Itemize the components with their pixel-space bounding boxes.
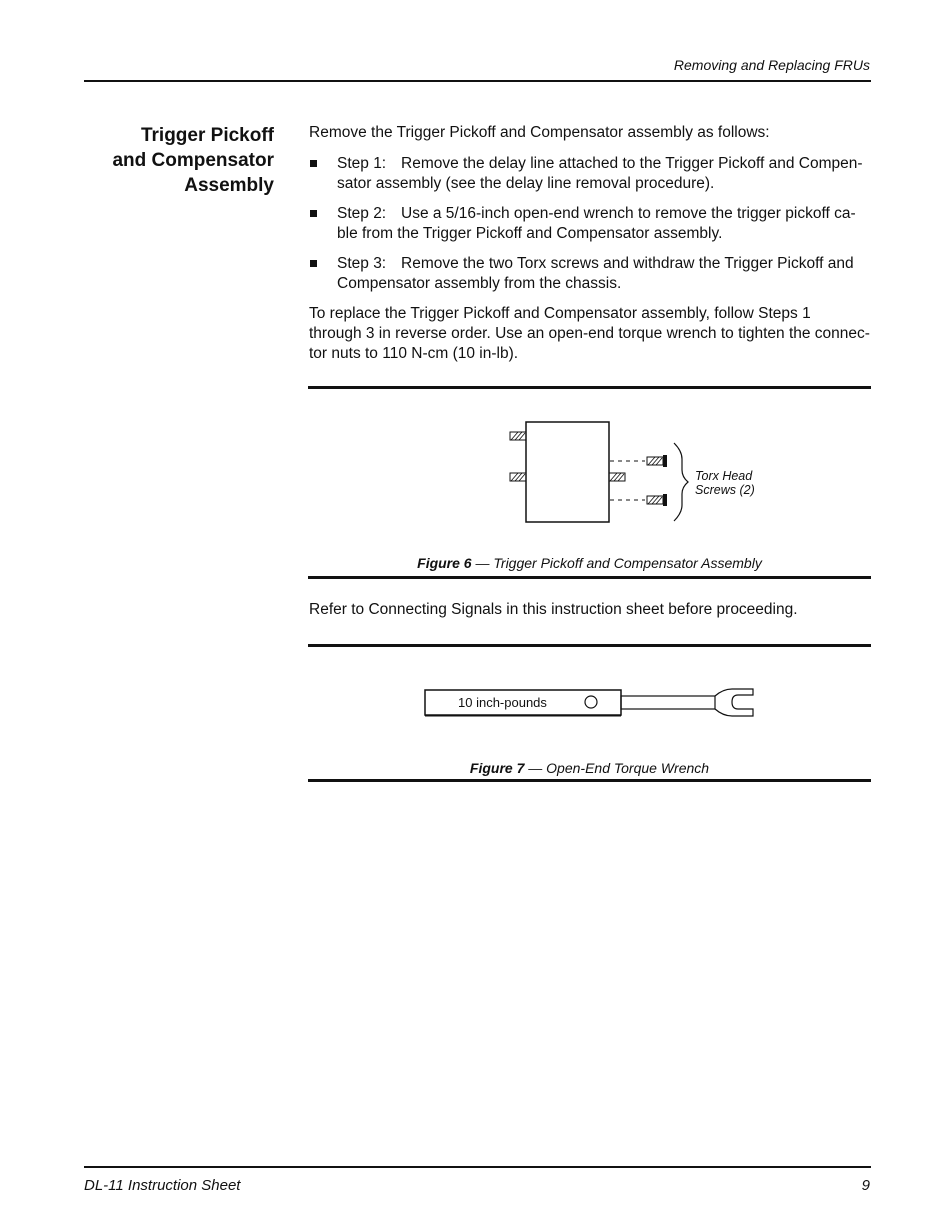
step-2-text-line-1: Use a 5/16-inch open-end wrench to remove the trigger pickoff ca-	[401, 205, 856, 222]
wrench-shaft	[621, 696, 715, 709]
assembly-box	[526, 422, 609, 522]
step-1-text-line-2: sator assembly (see the delay line removal procedure).	[337, 175, 715, 192]
figure-7-label: Figure 7	[469, 760, 525, 776]
figure-6-caption-text: Trigger Pickoff and Compensator Assembly	[493, 555, 762, 571]
wrench-head-icon	[715, 689, 753, 716]
section-title-line-1: Trigger Pickoff	[140, 125, 274, 146]
figure-6-bottom-rule	[308, 576, 871, 579]
bullet-icon	[310, 160, 317, 167]
replace-line-2: through 3 in reverse order. Use an open-end torque wrench to tighten the connec-	[309, 325, 870, 342]
bullet-icon	[310, 210, 317, 217]
torx-callout-line-1: Torx Head	[695, 469, 753, 483]
step-3-label: Step 3:	[337, 255, 387, 272]
footer-doc-title: DL-11 Instruction Sheet	[84, 1177, 241, 1194]
section-title	[88, 123, 274, 198]
torx-screw-top-icon	[647, 455, 667, 467]
replace-line-3: tor nuts to 110 N-cm (10 in-lb).	[309, 345, 519, 362]
section-title-line-3: Assembly	[184, 175, 274, 196]
figure-6-diagram	[500, 415, 780, 530]
torx-callout-line-2: Screws (2)	[695, 483, 755, 497]
figure-6-top-rule	[308, 386, 871, 389]
step-3	[337, 254, 872, 294]
section-title-line-2: and Compensator	[112, 150, 274, 171]
refer-paragraph: Refer to Connecting Signals in this instruction sheet before proceeding.	[309, 601, 798, 618]
wrench-label: 10 inch-pounds	[458, 695, 547, 710]
step-1-label: Step 1:	[337, 155, 387, 172]
figure-7-caption-text: Open-End Torque Wrench	[546, 760, 710, 776]
bullet-icon	[310, 260, 317, 267]
running-header: Removing and Replacing FRUs	[673, 57, 870, 73]
figure-6-dash: —	[475, 555, 490, 571]
step-2-label: Step 2:	[337, 205, 387, 222]
step-1	[337, 154, 872, 194]
figure-6-label: Figure 6	[417, 555, 472, 571]
page-number: 9	[861, 1177, 870, 1194]
figure-6-caption	[308, 555, 871, 571]
figure-7-dash: —	[528, 760, 543, 776]
step-3-text-line-1: Remove the two Torx screws and withdraw the Trigger Pickoff and	[401, 255, 854, 272]
replace-line-1: To replace the Trigger Pickoff and Compensator assembly, follow Steps 1	[309, 305, 811, 322]
torx-screw-bottom-icon	[647, 494, 667, 506]
intro-paragraph: Remove the Trigger Pickoff and Compensator assembly as follows:	[309, 124, 770, 141]
step-1-text-line-1: Remove the delay line attached to the Trigger Pickoff and Compen-	[401, 155, 863, 172]
header-rule	[84, 80, 871, 82]
figure-7-bottom-rule	[308, 779, 871, 782]
step-2-text-line-2: ble from the Trigger Pickoff and Compensator assembly.	[337, 225, 723, 242]
step-2	[337, 204, 872, 244]
step-3-text-line-2: Compensator assembly from the chassis.	[337, 275, 622, 292]
replace-paragraph	[309, 304, 874, 364]
wrench-dial-icon	[585, 696, 597, 708]
brace-icon	[674, 443, 688, 521]
figure-7-caption	[308, 760, 871, 776]
figure-7-top-rule	[308, 644, 871, 647]
figure-7-diagram	[420, 685, 760, 720]
footer-rule	[84, 1166, 871, 1168]
